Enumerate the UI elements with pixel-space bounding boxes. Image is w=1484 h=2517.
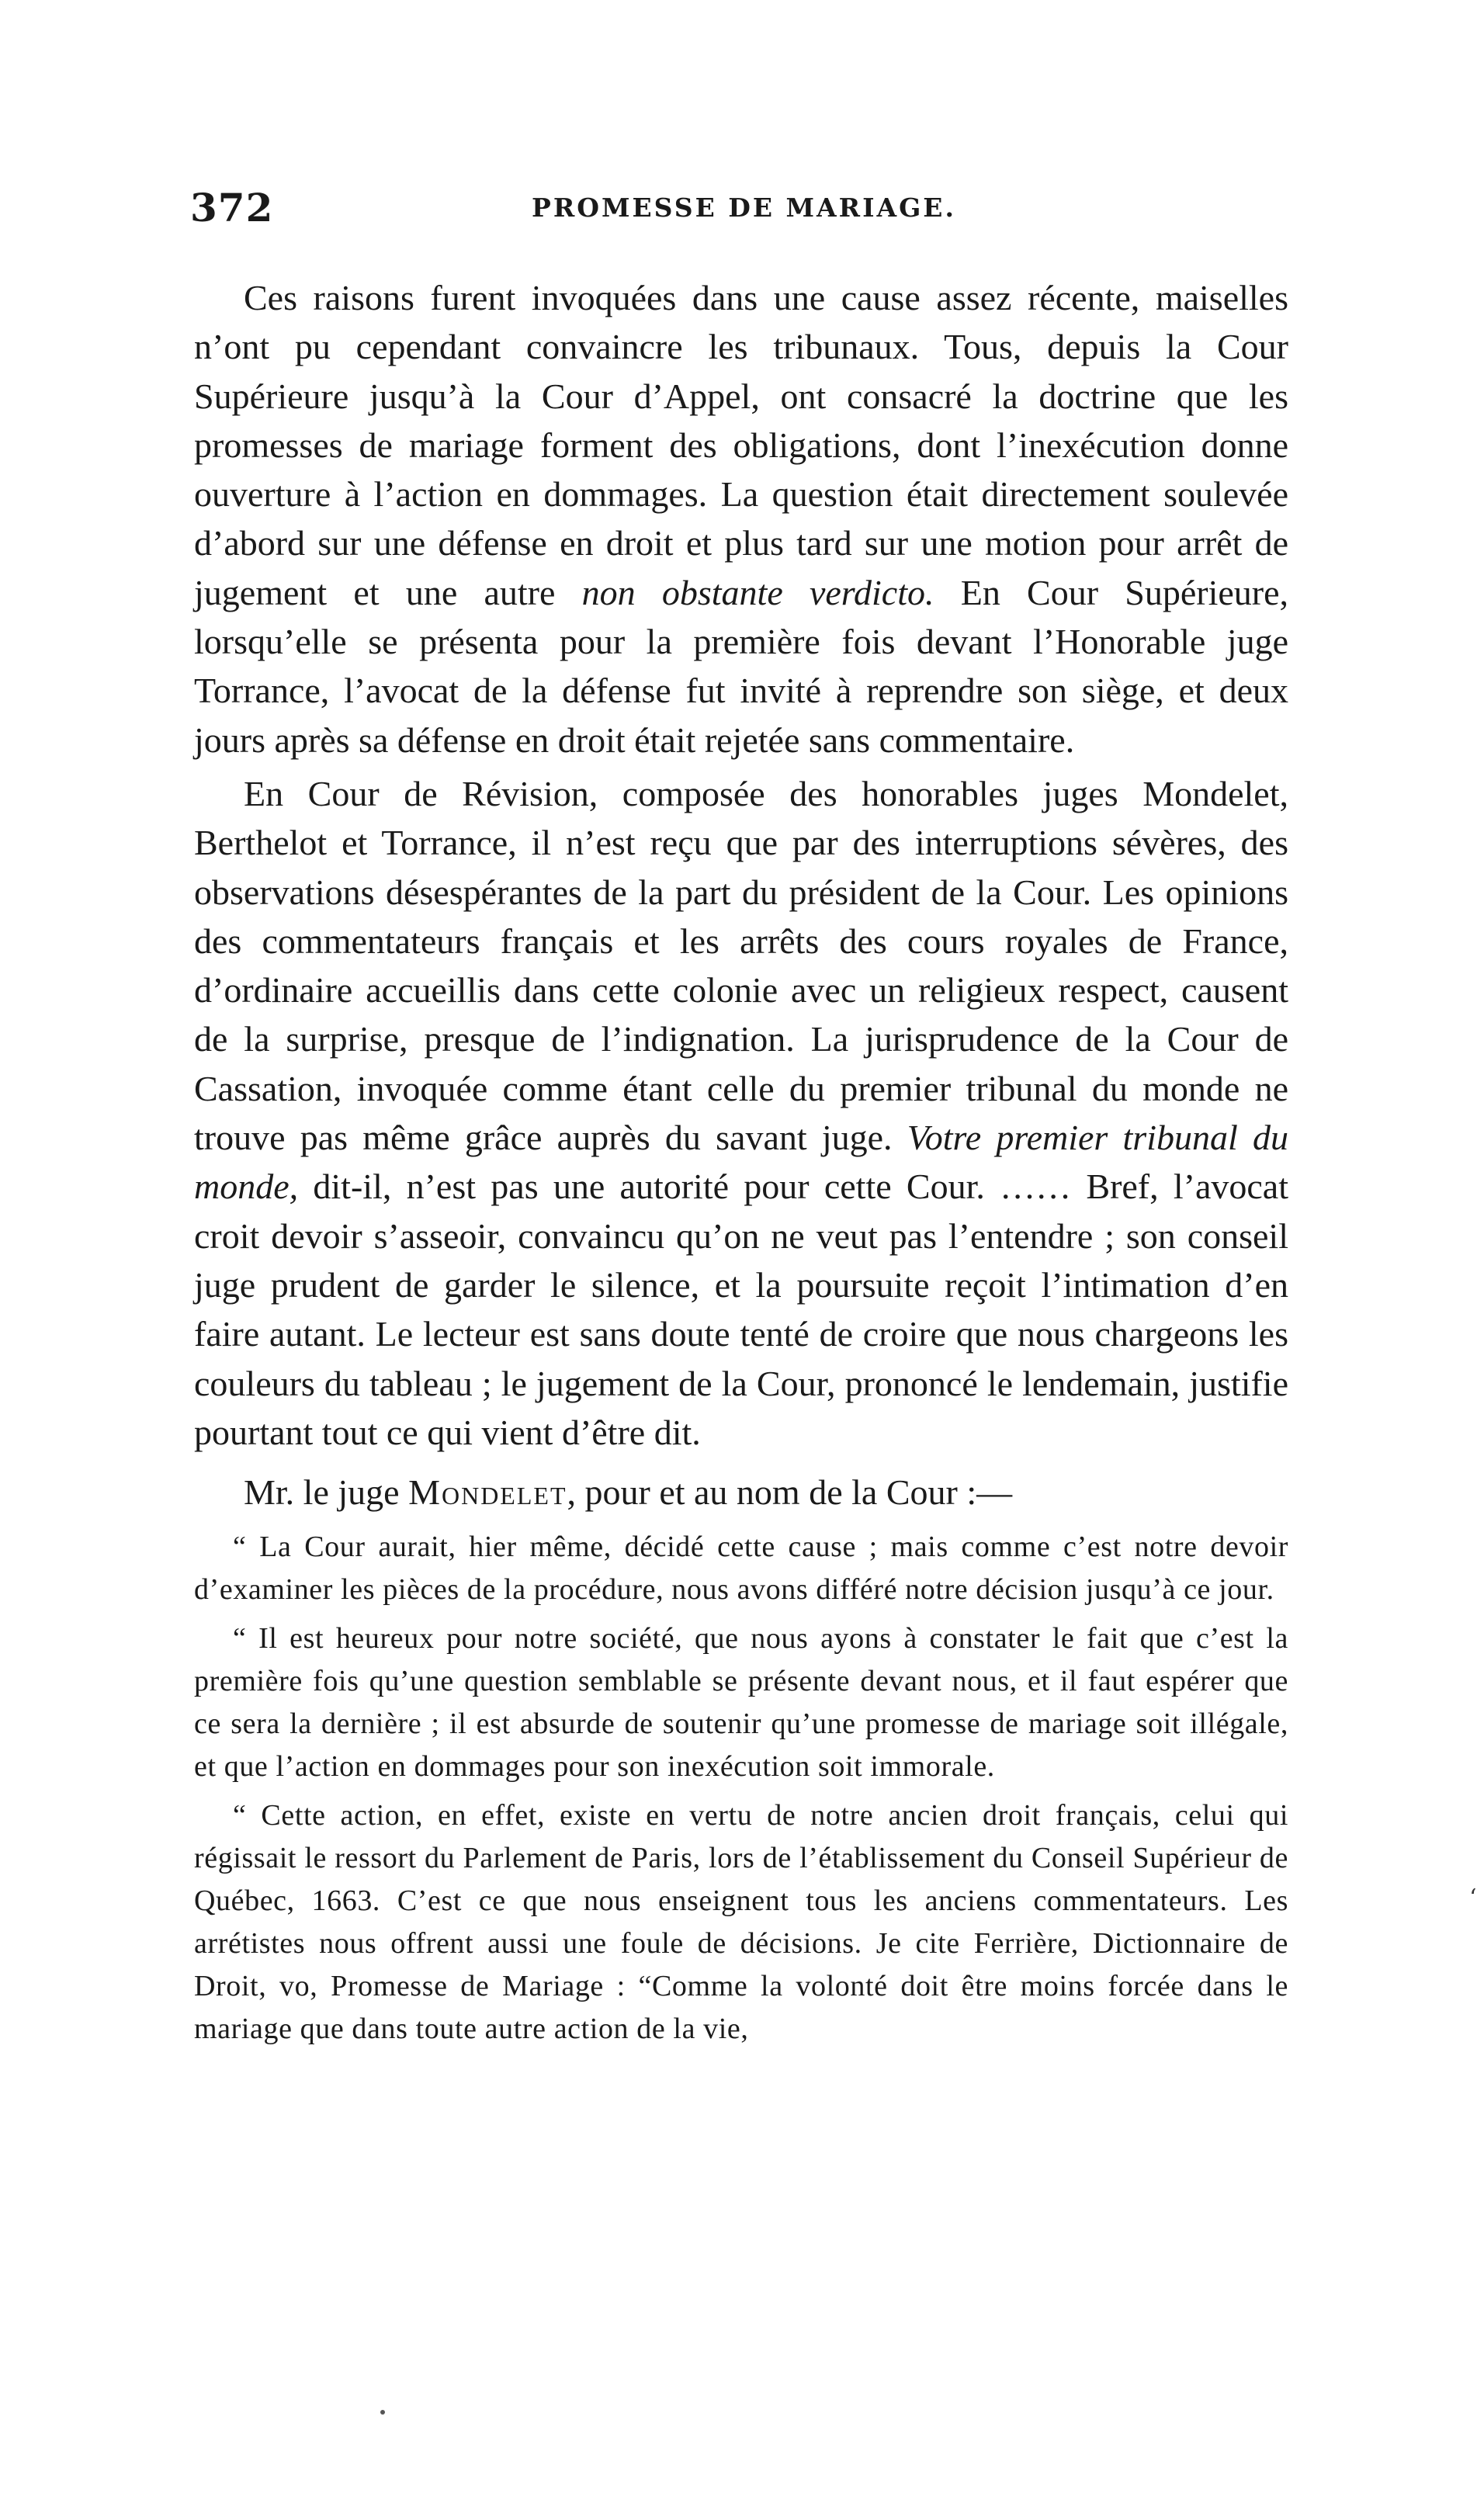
paragraph-1-text-a: Ces raisons furent invoquées dans une cause assez récente, maiselles n’ont pu cependant convaincre les tribunaux. Tous, depuis la Cour Supérieure jusqu’à la Cour d’Appel, ont consacré la doctrine que les promesses de mariage forment des obligations, dont l’inexécution donne ouverture à l’action en dommages. La question était directement soulevée d’abord sur une défense en droit et plus tard sur une motion pour arrêt de jugement et une autre bbox=[194, 278, 1288, 612]
paragraph-2 bbox=[194, 769, 1288, 1457]
attribution-prefix: Mr. le juge bbox=[244, 1472, 400, 1513]
running-title: PROMESSE DE MARIAGE. bbox=[532, 192, 956, 223]
judge-name: Mondelet bbox=[408, 1472, 567, 1513]
quote-paragraph-2: “ Il est heureux pour notre société, que nous ayons à constater le fait que c’est la première fois qu’une question semblable se présente devant nous, et il faut espérer que ce sera la dernière ; il est absurde de soutenir qu’une promesse de mariage soit illégale, et que l’action en dommages pour son inexécution soit immorale. bbox=[194, 1622, 1288, 1784]
page-number: 372 bbox=[190, 185, 274, 231]
paragraph-1 bbox=[194, 273, 1288, 764]
text-column bbox=[194, 273, 1288, 2051]
paragraph-2-text-b: dit-il, n’est pas une autorité pour cette Cour. …… Bref, l’avocat croit devoir s’asseoir, convaincu qu’on ne veut pas l’entendre ; son conseil juge prudent de garder le silence, et la poursuite reçoit l’intimation d’en faire autant. Le lecteur est sans doute tenté de croire que nous chargeons les couleurs du tableau ; le jugement de la Cour, prononcé le lendemain, justifie pourtant tout ce qui vient d’être dit. bbox=[194, 1167, 1289, 1452]
ink-speck bbox=[380, 2410, 385, 2415]
running-head bbox=[190, 185, 1292, 239]
paragraph-1-text-b: En Cour Supérieure, lorsqu’elle se présenta pour la première fois devant l’Honorable juge Torrance, l’avocat de la défense fut invité à reprendre son siège, et deux jours après sa défense en droit était rejetée sans commentaire. bbox=[194, 572, 1289, 760]
margin-mark: ‘ bbox=[1469, 1884, 1477, 1912]
paragraph-2-text-a: En Cour de Révision, composée des honorables juges Mondelet, Berthelot et Torrance, il n’est reçu que par des interruptions sévères, des observations désespérantes de la part du président de la Cour. Les opinions des commentateurs français et les arrêts des cours royales de France, d’ordinaire accueillis dans cette colonie avec un religieux respect, causent de la surprise, presque de l’indignation. La jurisprudence de la Cour de Cassation, invoquée comme étant celle du premier tribunal du monde ne trouve pas même grâce auprès du savant juge. bbox=[194, 773, 1288, 1158]
paragraph-1-italic: non obstante verdicto. bbox=[581, 572, 934, 612]
attribution-suffix: , pour et au nom de la Cour :— bbox=[567, 1472, 1013, 1513]
quote-paragraph-1: “ La Cour aurait, hier même, décidé cette cause ; mais comme c’est notre devoir d’examiner les pièces de la procédure, nous avons différé notre décision jusqu’à ce jour. bbox=[194, 1531, 1288, 1607]
judge-attribution bbox=[194, 1468, 1288, 1517]
paragraph-2-italic: Votre premier tribunal du monde, bbox=[194, 1118, 1288, 1207]
quote-paragraph-3: “ Cette action, en effet, existe en vertu de notre ancien droit français, celui qui régissait le ressort du Parlement de Paris, lors de l’établissement du Conseil Supérieur de Québec, 1663. C’est ce que nous enseignent tous les anciens commentateurs. Les arrétistes nous offrent aussi une foule de décisions. Je cite Ferrière, Dictionnaire de Droit, vo, Promesse de Mariage : “Comme la volonté doit être moins forcée dans le mariage que dans toute autre action de la vie, bbox=[194, 1799, 1288, 2046]
